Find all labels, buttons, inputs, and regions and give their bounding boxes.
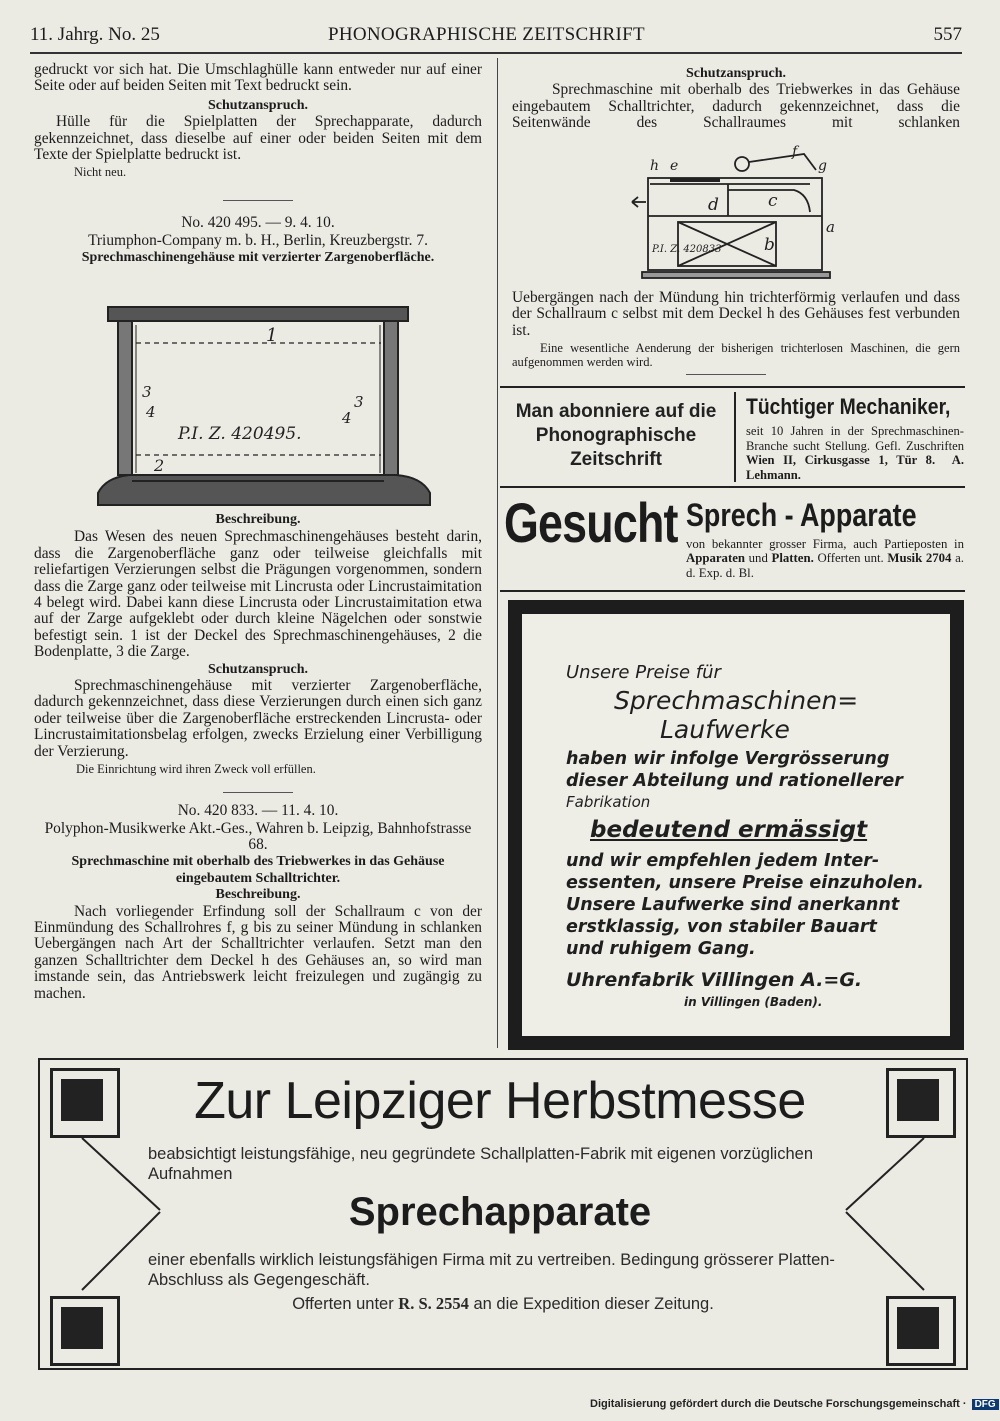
paragraph: Nach vorliegender Erfindung soll der Schallraum c von der Einmündung des Schallrohres f, g bis zu seiner Mündung in schlanken Uebergängen nach Art der Schalltrichter verlaufen. Setzt man den ganzen Schalltrichter dem Deckel h des Gehäuses an, so wird man imstande sein, das Antriebswerk leicht freizulegen und zugängig zu machen. bbox=[34, 902, 482, 1002]
fig-label-g: g bbox=[818, 158, 827, 174]
ad-line: Fabrikation bbox=[566, 793, 651, 811]
ad-line-large: Sprechmaschinen= bbox=[614, 686, 859, 715]
ad-text: an die Expedition dieser Zeitung. bbox=[473, 1295, 714, 1313]
ad-line: essenten, unsere Preise einzuholen. bbox=[566, 873, 924, 893]
ad-subscribe-line: Man abonniere auf die bbox=[515, 401, 717, 422]
patent-number: No. 420 495. — 9. 4. 10. bbox=[181, 214, 335, 232]
ad-text: Offerten unter bbox=[292, 1295, 394, 1313]
ad-wanted-title: Sprech - Apparate bbox=[686, 497, 917, 533]
fig-patent-number: P.I. Z. 420495. bbox=[178, 424, 302, 444]
column-divider bbox=[497, 58, 498, 1048]
ad-subscribe-line: Phonographische bbox=[535, 425, 697, 446]
ad-text-bold: Apparaten bbox=[686, 551, 746, 566]
ad-line: Unsere Preise für bbox=[566, 662, 721, 683]
ad-subscribe bbox=[500, 400, 732, 472]
ad-mechanic-address: Wien II, Cirkusgasse 1, Tür 8. bbox=[746, 453, 936, 468]
fig-label-c: c bbox=[768, 191, 778, 211]
fig-label-4: 4 bbox=[146, 403, 156, 421]
ad-rule bbox=[500, 486, 965, 488]
paragraph: Hülle für die Spielplatten der Sprechapparate, dadurch gekennzeichnet, dass dieselbe auf einer oder beiden Seiten mit dem Texte der Spielplatte bedruckt ist. bbox=[34, 113, 482, 164]
ad-leipzig-title: Zur Leipziger Herbstmesse bbox=[194, 1072, 806, 1130]
right-column bbox=[512, 66, 960, 132]
ad-mechanic-name: A. Lehmann. bbox=[746, 453, 964, 482]
header-title: PHONOGRAPHISCHE ZEITSCHRIFT bbox=[328, 24, 645, 45]
header-rule bbox=[30, 52, 962, 54]
ad-mechanic-title: Tüchtiger Mechaniker, bbox=[746, 394, 951, 419]
ad-mechanic bbox=[746, 392, 964, 482]
ad-rule bbox=[500, 386, 965, 388]
fig-label-h: h bbox=[650, 158, 660, 174]
paragraph: Sprechmaschine mit oberhalb des Triebwerkes in das Gehäuse eingebautem Schalltrichter, dadurch gekennzeichnet, dass die Seitenwände des Schallraumes mit schlanken bbox=[512, 81, 960, 132]
ad-company: Uhrenfabrik Villingen A.=G. bbox=[566, 969, 863, 991]
ad-villingen-frame bbox=[508, 600, 964, 1050]
paragraph: gedruckt vor sich hat. Die Umschlaghülle kann entweder nur auf einer Seite oder auf beiden Seiten mit Text bedruckt sein. bbox=[34, 61, 482, 95]
patent-company: Polyphon-Musikwerke Akt.-Ges., Wahren b. Leipzig, Bahnhofstrasse 68. bbox=[44, 819, 472, 853]
fig-label-b: b bbox=[764, 235, 775, 255]
ad-line: erstklassig, von stabiler Bauart bbox=[566, 917, 877, 937]
fig-label-4-right: 4 bbox=[342, 409, 352, 427]
section-heading: Beschreibung. bbox=[215, 512, 301, 527]
patent-figure-cabinet bbox=[96, 305, 432, 509]
ad-location: in Villingen (Baden). bbox=[684, 995, 823, 1009]
left-column-lower bbox=[34, 512, 482, 1002]
ad-subscribe-line: Zeitschrift bbox=[570, 449, 662, 470]
ad-wanted bbox=[686, 496, 964, 580]
ad-leipzig-text: einer ebenfalls wirklich leistungsfähigen Firma mit zu vertreiben. Bedingung grösserer Platten-Abschluss als Gegengeschäft. bbox=[148, 1251, 835, 1289]
page-header bbox=[30, 24, 962, 50]
ad-line: haben wir infolge Vergrösserung bbox=[566, 749, 890, 769]
separator-rule bbox=[223, 792, 293, 793]
fig-label-e: e bbox=[670, 158, 679, 174]
ad-text-bold: Platten. bbox=[771, 551, 814, 566]
patent-number: No. 420 833. — 11. 4. 10. bbox=[177, 802, 339, 820]
ad-line: und ruhigem Gang. bbox=[566, 939, 756, 959]
left-column bbox=[34, 62, 482, 267]
ad-line: dieser Abteilung und rationellerer bbox=[566, 771, 903, 791]
dfg-logo: DFG bbox=[972, 1399, 999, 1410]
ad-leipzig-frame bbox=[38, 1060, 968, 1370]
fig-label-f: f bbox=[792, 144, 798, 160]
ad-mechanic-body: seit 10 Jahren in der Sprechmaschinen-Branche sucht Stellung. Gefl. Zuschriften bbox=[746, 424, 964, 453]
section-heading: Schutzanspruch. bbox=[686, 66, 786, 81]
ad-text: Offerten unt. bbox=[817, 551, 884, 566]
right-column-lower bbox=[512, 290, 960, 369]
section-heading: Beschreibung. bbox=[215, 887, 301, 903]
separator-rule bbox=[686, 374, 766, 375]
separator-rule bbox=[223, 200, 293, 201]
header-issue: 11. Jahrg. No. 25 bbox=[30, 24, 160, 45]
fig-label-d: d bbox=[708, 195, 719, 215]
editor-note: Die Einrichtung wird ihren Zweck voll erfüllen. bbox=[76, 762, 316, 777]
ad-rule bbox=[500, 590, 965, 592]
ad-mechanic-text bbox=[746, 424, 964, 482]
ad-code: R. S. 2554 bbox=[398, 1294, 469, 1313]
fig-patent-number: P.I. Z. 420833 bbox=[652, 244, 722, 255]
editor-note: Nicht neu. bbox=[74, 165, 127, 180]
ad-line: und wir empfehlen jedem Inter- bbox=[566, 851, 880, 871]
ad-text: und bbox=[748, 551, 768, 566]
paragraph: Uebergängen nach der Mündung hin trichterförmig verlaufen und dass der Schallraum c selbst mit dem Deckel h des Gehäuses fest verbunden ist. bbox=[512, 289, 960, 339]
ad-wanted-text bbox=[686, 537, 964, 580]
footer-text: Digitalisierung gefördert durch die Deutsche Forschungsgemeinschaft · bbox=[590, 1398, 967, 1410]
paragraph: Sprechmaschinengehäuse mit verzierter Zargenoberfläche, dadurch gekennzeichnet, dass diese Verzierungen durch einen sich ganz oder teilweise über die Zargenoberfläche erstreckenden Lincrusta- oder Lincrustaimitationsbelag erfolgen, zwecks Erzielung einer Verbilligung der Verzierung. bbox=[34, 677, 482, 760]
patent-title: Sprechmaschine mit oberhalb des Triebwerkes in das Gehäuse eingebautem Schalltrichter. bbox=[71, 854, 445, 886]
ad-text-bold: Musik 2704 bbox=[887, 551, 952, 566]
paragraph: Das Wesen des neuen Sprechmaschinengehäuses besteht darin, dass die Zargenoberfläche ganz oder teilweise gleichfalls mit reliefartigen Verzierungen selbst die Prägungen vorgenommen, sondern dass die Zarge ganz oder teilweise mit Lincrusta oder Lincrustaimitation 4 belegt wird. Dabei kann diese Lincrusta oder Lincrustaimitation etwa auf der Zarge aufgeklebt oder durch kleine Nägelchen oder sonstwie befestigt sein. 1 ist der Deckel des Sprechmaschinengehäuses, 2 die Bodenplatte, 3 die Zarge. bbox=[34, 528, 482, 661]
editor-note: Eine wesentliche Aenderung der bisherigen trichterlosen Maschinen, die gern aufgenommen werden wird. bbox=[512, 341, 960, 370]
section-heading: Schutzanspruch. bbox=[208, 661, 308, 677]
ad-leipzig-offer bbox=[140, 1294, 866, 1314]
fig-label-3: 3 bbox=[142, 383, 152, 401]
ad-divider bbox=[734, 392, 736, 482]
section-heading: Schutzanspruch. bbox=[208, 97, 308, 113]
ad-line-emph: bedeutend ermässigt bbox=[590, 817, 868, 843]
page-number: 557 bbox=[933, 24, 962, 45]
footer-credit bbox=[590, 1398, 996, 1410]
ad-villingen-body bbox=[566, 660, 936, 1010]
ad-line: Unsere Laufwerke sind anerkannt bbox=[566, 895, 900, 915]
fig-label-3-right: 3 bbox=[354, 393, 364, 411]
ad-leipzig-text: beabsichtigt leistungsfähige, neu gegründete Schallplatten-Fabrik mit eigenen vorzüglichen Aufnahmen bbox=[148, 1145, 814, 1183]
fig-label-1: 1 bbox=[266, 325, 278, 346]
patent-figure-horn bbox=[624, 140, 840, 280]
ad-leipzig-subtitle: Sprechapparate bbox=[348, 1190, 652, 1234]
fig-label-a: a bbox=[826, 218, 835, 236]
ad-line-large: Laufwerke bbox=[660, 715, 790, 744]
ad-text: von bekannter grosser Firma, auch Partieposten in bbox=[686, 537, 964, 551]
patent-title: Sprechmaschinengehäuse mit verzierter Zargenoberfläche. bbox=[81, 250, 435, 266]
patent-company: Triumphon-Company m. b. H., Berlin, Kreuzbergstr. 7. bbox=[88, 231, 428, 249]
ad-text: a. d. Exp. d. Bl. bbox=[686, 551, 964, 580]
ad-wanted-big: Gesucht bbox=[504, 491, 678, 554]
fig-label-2: 2 bbox=[154, 456, 165, 475]
